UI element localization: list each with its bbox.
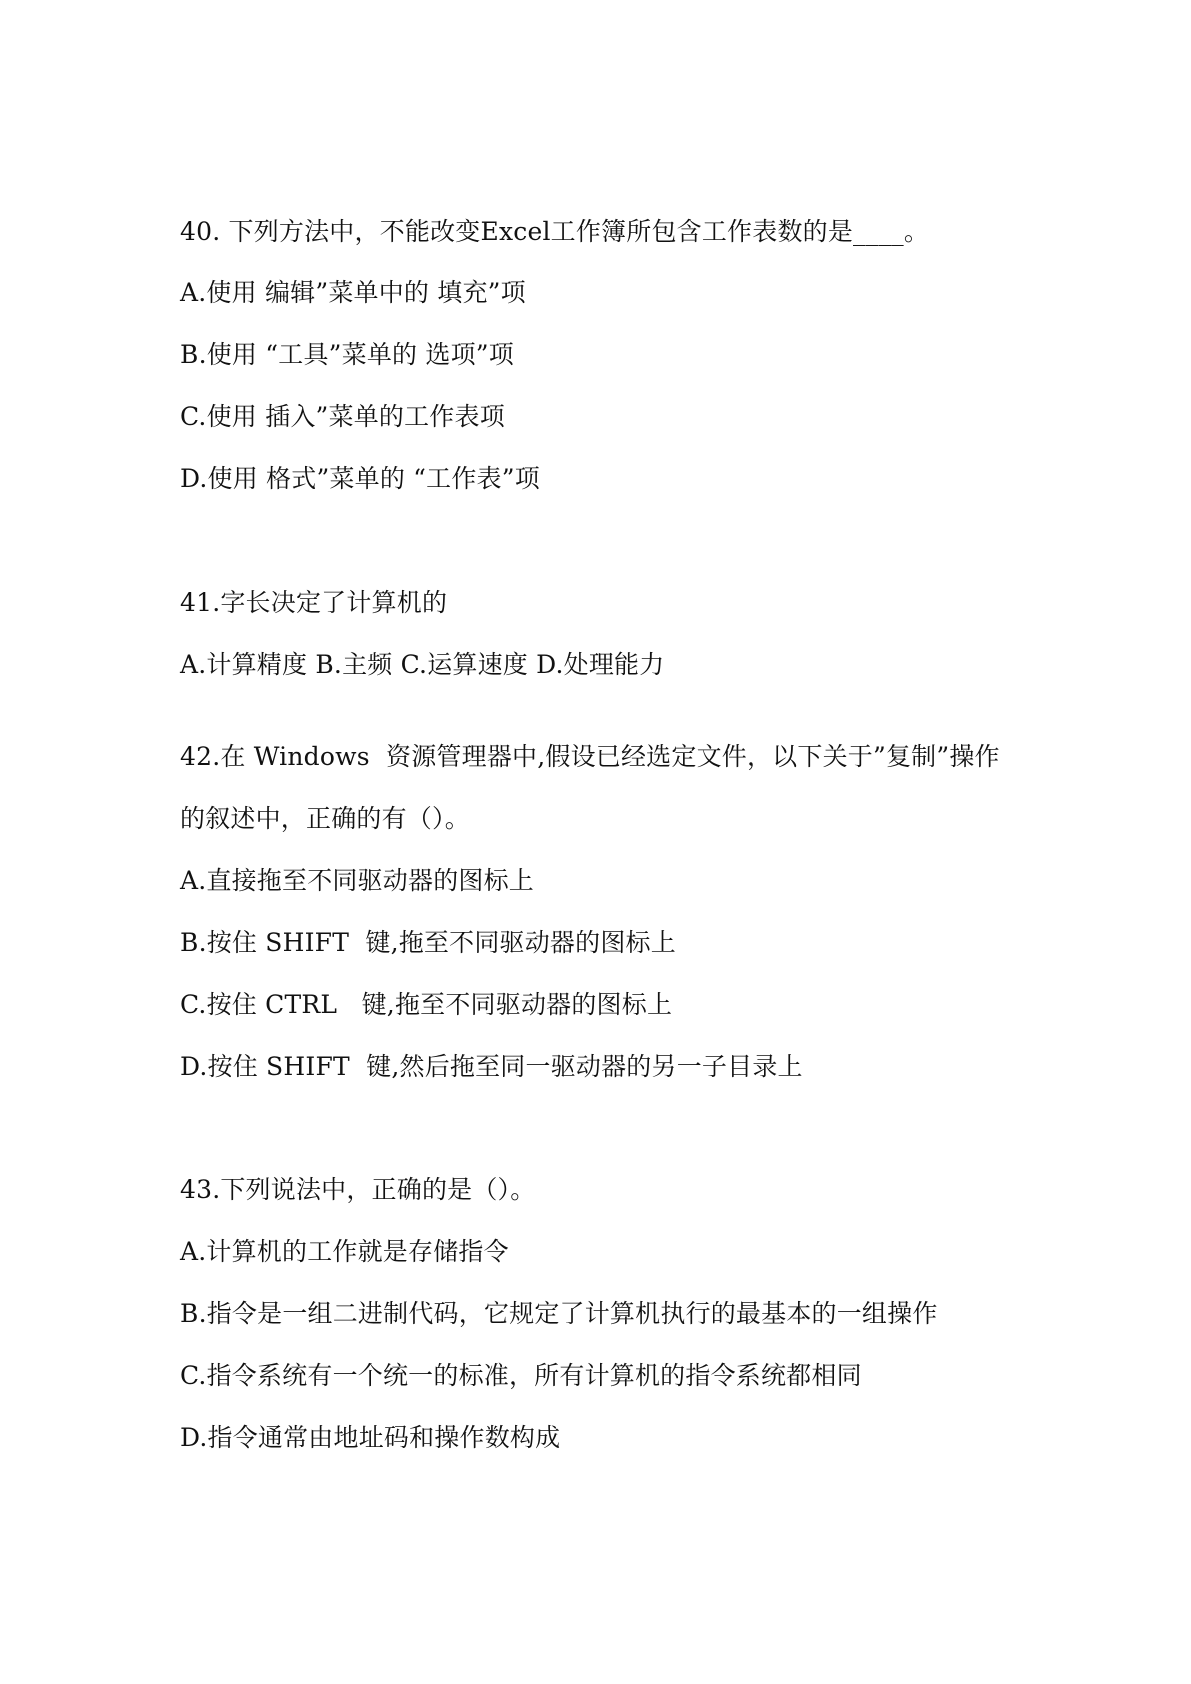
question-43-option-a: A.计算机的工作就是存储指令	[180, 1237, 509, 1266]
question-43-option-d: D.指令通常由地址码和操作数构成	[180, 1423, 561, 1452]
question-40-stem: 40. 下列方法中，不能改变Excel工作簿所包含工作表数的是____。	[180, 217, 930, 246]
question-42-stem-line-1: 42.在 Windows 资源管理器中,假设已经选定文件，以下关于”复制”操作	[180, 742, 1000, 771]
question-43-option-c: C.指令系统有一个统一的标准，所有计算机的指令系统都相同	[180, 1361, 862, 1390]
question-40-option-b: B.使用 “工具”菜单的 选项”项	[180, 340, 514, 369]
question-42-stem-line-2: 的叙述中，正确的有（）。	[180, 804, 470, 833]
question-40-option-c: C.使用 插入”菜单的工作表项	[180, 402, 505, 431]
question-40-option-a: A.使用 编辑”菜单中的 填充”项	[180, 278, 526, 307]
question-41-stem: 41.字长决定了计算机的	[180, 588, 448, 617]
question-43-stem: 43.下列说法中，正确的是（）。	[180, 1175, 536, 1204]
question-40-option-d: D.使用 格式”菜单的 “工作表”项	[180, 464, 540, 493]
question-41-options: A.计算精度 B.主频 C.运算速度 D.处理能力	[180, 650, 665, 679]
question-42-option-d: D.按住 SHIFT 键,然后拖至同一驱动器的另一子目录上	[180, 1052, 803, 1081]
question-42-option-c: C.按住 CTRL 键,拖至不同驱动器的图标上	[180, 990, 673, 1019]
question-42-option-b: B.按住 SHIFT 键,拖至不同驱动器的图标上	[180, 928, 676, 957]
question-42-option-a: A.直接拖至不同驱动器的图标上	[180, 866, 535, 895]
question-43-option-b: B.指令是一组二进制代码，它规定了计算机执行的最基本的一组操作	[180, 1299, 938, 1328]
